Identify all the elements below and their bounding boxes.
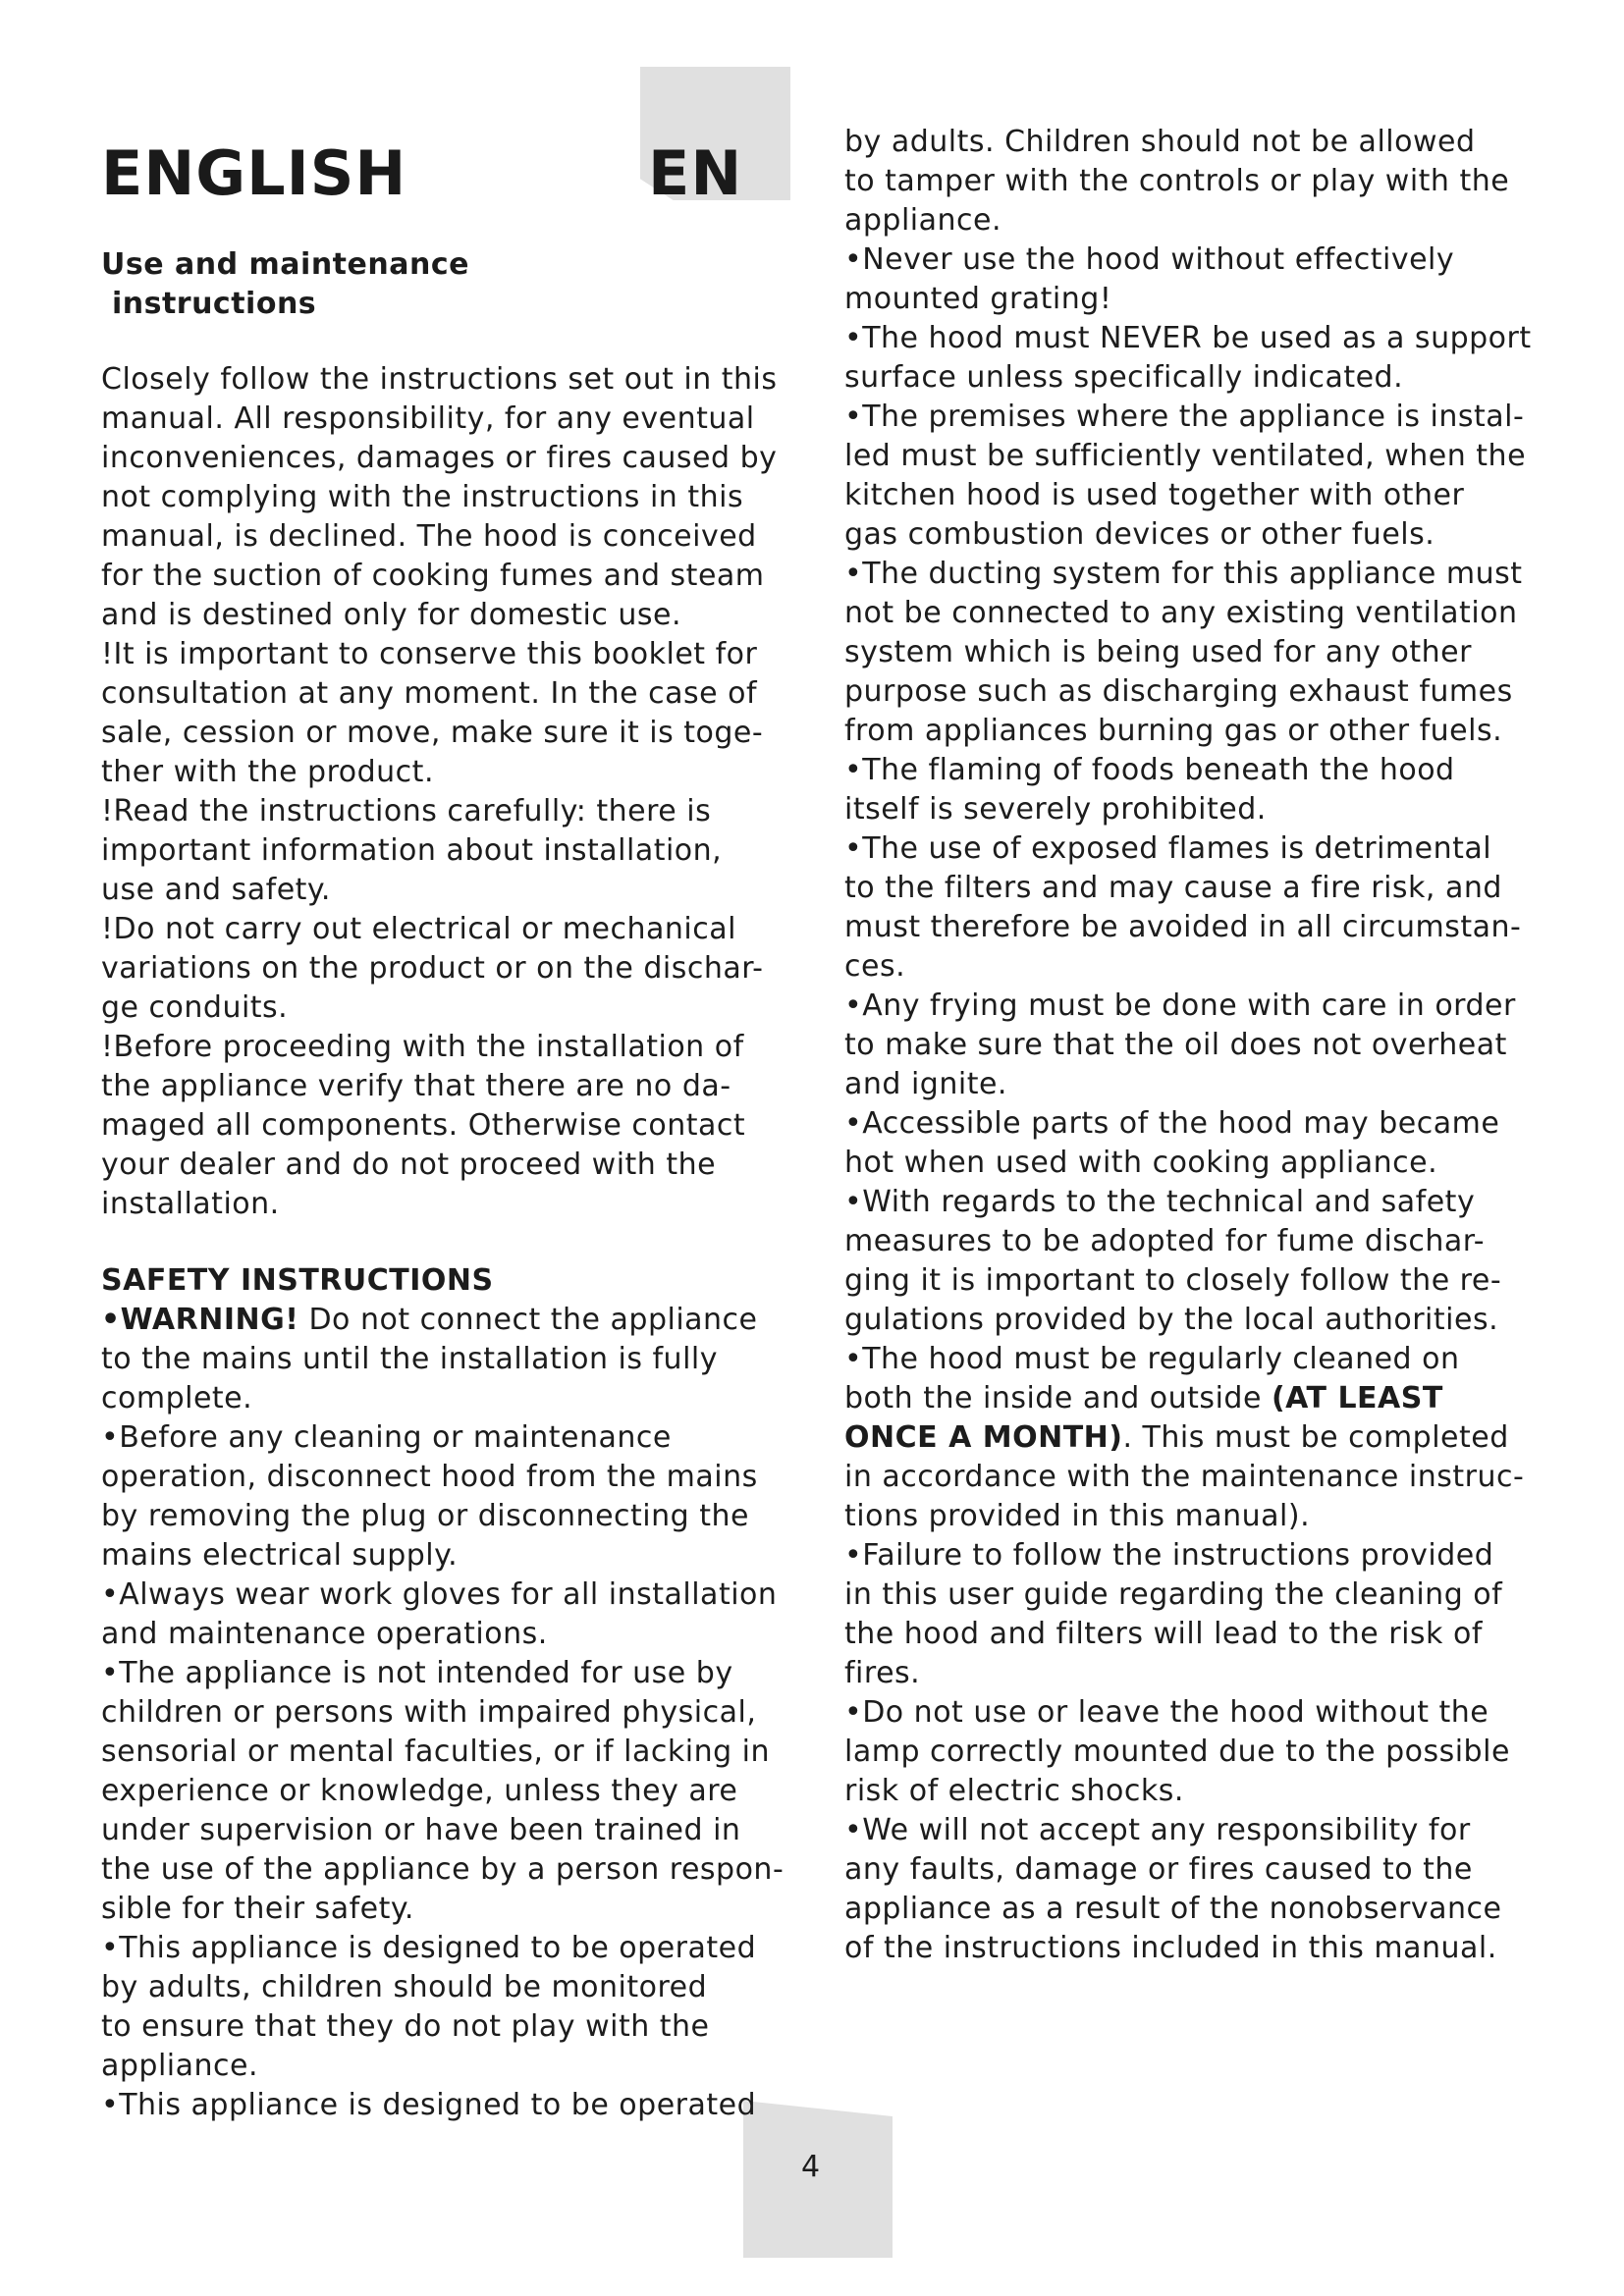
text-line: from appliances burning gas or other fuels. [844, 714, 1503, 748]
text-line: gulations provided by the local authorities. [844, 1303, 1499, 1337]
text-line: •Never use the hood without effectively [844, 242, 1455, 277]
text-line: and ignite. [844, 1067, 1007, 1101]
text-line: ther with the product. [101, 755, 434, 789]
text-line: purpose such as discharging exhaust fumes [844, 674, 1513, 709]
text-line: fires. [844, 1656, 921, 1690]
text-line: must therefore be avoided in all circumstan- [844, 910, 1522, 944]
safety-heading: SAFETY INSTRUCTIONS [101, 1263, 494, 1298]
text-line: and maintenance operations. [101, 1617, 548, 1651]
safety-text [101, 1340, 808, 2125]
text-line: measures to be adopted for fume dischar- [844, 1224, 1486, 1258]
section-heading-cont: instructions [101, 287, 317, 321]
text-line: to the filters and may cause a fire risk, and [844, 871, 1502, 905]
page-number: 4 [801, 2150, 821, 2184]
text-line: any faults, damage or fires caused to the [844, 1852, 1473, 1887]
text-line: manual, is declined. The hood is conceived [101, 519, 757, 554]
text-line: sale, cession or move, make sure it is toge- [101, 716, 764, 750]
text-line: •Do not use or leave the hood without the [844, 1695, 1489, 1730]
safety-text-end [844, 1458, 1571, 1968]
text-line: hot when used with cooking appliance. [844, 1146, 1438, 1180]
warning-line [101, 1301, 808, 1340]
text-line: appliance. [101, 2049, 259, 2083]
text-line: children or persons with impaired physical, [101, 1695, 757, 1730]
text-line: in this user guide regarding the cleaning of [844, 1577, 1503, 1612]
warning-label: •WARNING! [101, 1303, 299, 1337]
text-line: •The ducting system for this appliance must [844, 557, 1523, 591]
text-line: manual. All responsibility, for any eventual [101, 401, 755, 436]
text-line: led must be sufficiently ventilated, when the [844, 439, 1527, 473]
text-line: complete. [101, 1381, 253, 1415]
cleaning-text: both the inside and outside [844, 1381, 1272, 1415]
text-line: tions provided in this manual). [844, 1499, 1311, 1533]
text-line: itself is severely prohibited. [844, 792, 1267, 827]
text-line: not be connected to any existing ventilation [844, 596, 1518, 630]
text-line: !Read the instructions carefully: there is [101, 794, 712, 828]
text-line: sible for their safety. [101, 1892, 414, 1926]
safety-text-continued [844, 123, 1571, 1379]
text-line: the appliance verify that there are no da- [101, 1069, 731, 1103]
text-line: !Do not carry out electrical or mechanical [101, 912, 736, 946]
text-line: •The flaming of foods beneath the hood [844, 753, 1455, 787]
text-line: mains electrical supply. [101, 1538, 459, 1573]
text-line: •Failure to follow the instructions provided [844, 1538, 1494, 1573]
text-line: Closely follow the instructions set out in this [101, 362, 778, 397]
text-line: !Before proceeding with the installation of [101, 1030, 744, 1064]
text-line: important information about installation, [101, 833, 723, 868]
text-line: ge conduits. [101, 990, 289, 1025]
text-line: risk of electric shocks. [844, 1774, 1184, 1808]
text-line: use and safety. [101, 873, 331, 907]
text-line: kitchen hood is used together with other [844, 478, 1465, 512]
text-line: the use of the appliance by a person respon- [101, 1852, 785, 1887]
text-line: to ensure that they do not play with the [101, 2009, 710, 2044]
text-line: gas combustion devices or other fuels. [844, 517, 1435, 552]
text-line: •Accessible parts of the hood may became [844, 1106, 1500, 1141]
language-title: ENGLISH [101, 137, 407, 209]
cleaning-text-2: . This must be completed [1122, 1420, 1509, 1455]
text-line: sensorial or mental faculties, or if lacking in [101, 1735, 771, 1769]
text-line: experience or knowledge, unless they are [101, 1774, 738, 1808]
text-line: not complying with the instructions in this [101, 480, 744, 514]
text-line: mounted grating! [844, 282, 1112, 316]
text-line: and is destined only for domestic use. [101, 598, 682, 632]
text-line: in accordance with the maintenance instruc- [844, 1460, 1525, 1494]
text-line: to the mains until the installation is fully [101, 1342, 718, 1376]
text-line: your dealer and do not proceed with the [101, 1148, 717, 1182]
text-line: •The use of exposed flames is detrimental [844, 831, 1492, 866]
text-line: •This appliance is designed to be operated [101, 1931, 757, 1965]
text-line: installation. [101, 1187, 280, 1221]
text-line: to tamper with the controls or play with the [844, 164, 1510, 198]
text-line: by adults. Children should not be allowed [844, 125, 1476, 159]
right-column [844, 123, 1571, 1968]
text-line: •The appliance is not intended for use by [101, 1656, 733, 1690]
text-line: •The hood must NEVER be used as a support [844, 321, 1532, 355]
text-line: by removing the plug or disconnecting the [101, 1499, 749, 1533]
text-line: •Any frying must be done with care in order [844, 988, 1516, 1023]
section-heading: Use and maintenance [101, 247, 469, 282]
text-line: by adults, children should be monitored [101, 1970, 708, 2004]
text-line: for the suction of cooking fumes and steam [101, 559, 765, 593]
language-code: EN [648, 137, 743, 209]
cleaning-frequency-bold-2: ONCE A MONTH) [844, 1420, 1123, 1455]
text-line: inconveniences, damages or fires caused by [101, 441, 778, 475]
text-line: ging it is important to closely follow the re- [844, 1263, 1502, 1298]
warning-text: Do not connect the appliance [298, 1303, 758, 1337]
cleaning-line [844, 1379, 1571, 1418]
text-line: ces. [844, 949, 906, 984]
cleaning-frequency-bold: (AT LEAST [1271, 1381, 1443, 1415]
text-line: the hood and filters will lead to the risk of [844, 1617, 1483, 1651]
text-line: surface unless specifically indicated. [844, 360, 1404, 395]
text-line: •The premises where the appliance is instal- [844, 400, 1525, 434]
text-line: system which is being used for any other [844, 635, 1472, 669]
text-line: •With regards to the technical and safety [844, 1185, 1476, 1219]
text-line: appliance as a result of the nonobservance [844, 1892, 1502, 1926]
text-line: of the instructions included in this manual. [844, 1931, 1497, 1965]
intro-text [101, 360, 808, 1224]
text-line: variations on the product or on the dischar- [101, 951, 764, 986]
text-line: •The hood must be regularly cleaned on [844, 1342, 1460, 1376]
text-line: •This appliance is designed to be operated [101, 2088, 757, 2122]
text-line: •We will not accept any responsibility for [844, 1813, 1471, 1847]
spacer [101, 324, 808, 360]
text-line: lamp correctly mounted due to the possible [844, 1735, 1510, 1769]
text-line: consultation at any moment. In the case of [101, 676, 758, 711]
text-line: to make sure that the oil does not overheat [844, 1028, 1507, 1062]
text-line: •Before any cleaning or maintenance [101, 1420, 672, 1455]
text-line: !It is important to conserve this booklet for [101, 637, 758, 671]
text-line: operation, disconnect hood from the mains [101, 1460, 758, 1494]
text-line: appliance. [844, 203, 1002, 238]
text-line: maged all components. Otherwise contact [101, 1108, 746, 1143]
cleaning-line-2 [844, 1418, 1571, 1458]
spacer [101, 1224, 808, 1261]
text-line: under supervision or have been trained in [101, 1813, 741, 1847]
text-line: •Always wear work gloves for all installation [101, 1577, 778, 1612]
left-column [101, 245, 808, 2125]
